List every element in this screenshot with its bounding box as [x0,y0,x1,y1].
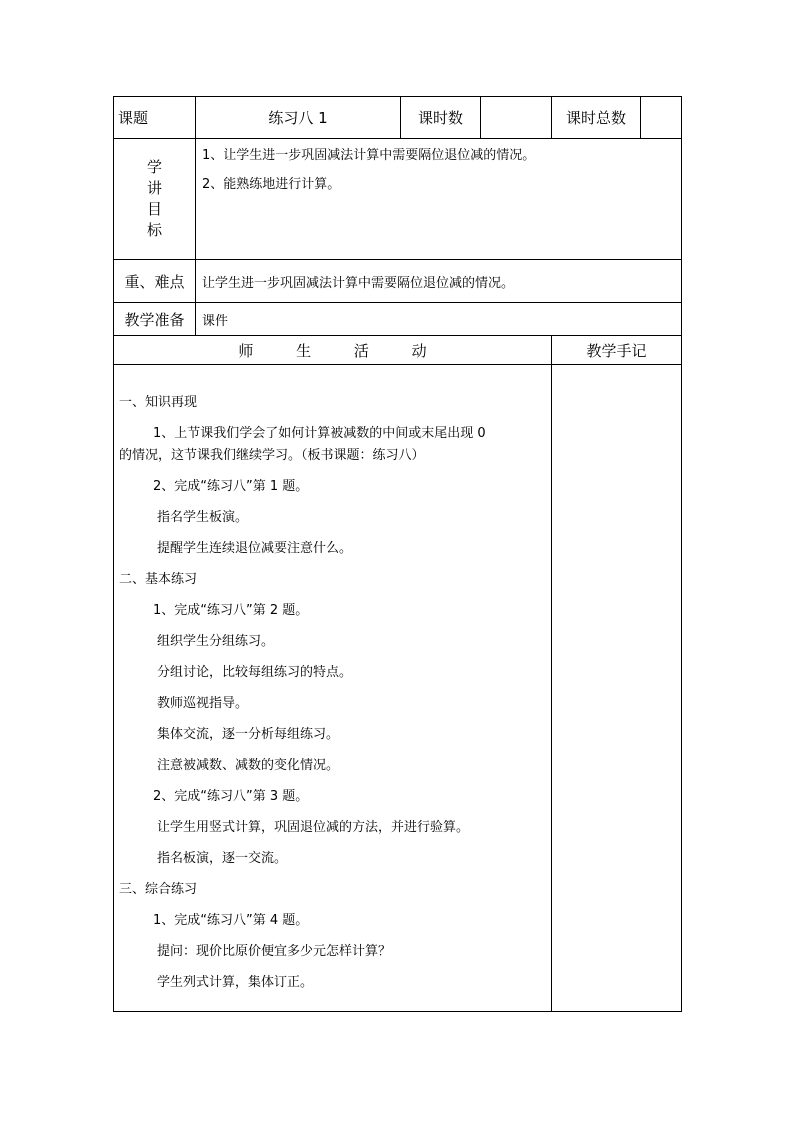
objectives-label-char: 讲 [146,179,162,197]
activity-line: 集体交流，逐一分析每组练习。 [157,727,340,742]
objectives-content [196,139,682,260]
activity-line: 1、上节课我们学会了如何计算被减数的中间或末尾出现 0 [153,426,486,441]
preparation-label: 教学准备 [114,303,196,336]
activity-heading-char: 活 [353,341,369,360]
activity-line: 教师巡视指导。 [157,696,249,711]
activity-content [114,365,552,1012]
activity-line: 1、完成“练习八”第 2 题。 [153,603,309,618]
activity-heading-char: 动 [411,341,427,360]
section-heading: 一、知识再现 [119,395,198,410]
activity-line: 注意被减数、减数的变化情况。 [157,758,340,773]
activity-body-row [114,365,682,1012]
activity-line: 学生列式计算，集体订正。 [157,975,314,990]
activity-line: 组织学生分组练习。 [157,634,275,649]
hours-value [481,97,552,139]
objective-item: 2、能熟练地进行计算。 [202,177,341,192]
activity-line: 指名学生板演。 [157,510,249,525]
header-row [114,97,682,139]
hours-label: 课时数 [401,97,481,139]
activity-line: 1、完成“练习八”第 4 题。 [153,913,309,928]
activity-line: 2、完成“练习八”第 1 题。 [153,479,309,494]
topic-label: 课题 [114,97,196,139]
key-points-label: 重、难点 [114,260,196,303]
activity-line: 的情况，这节课我们继续学习。（板书课题：练习八） [119,448,425,463]
total-hours-label: 课时总数 [552,97,641,139]
section-heading: 二、基本练习 [119,572,198,587]
key-points-text: 让学生进一步巩固减法计算中需要隔位退位减的情况。 [196,260,682,303]
activity-heading [114,336,552,365]
total-hours-value [641,97,682,139]
activity-header-row [114,336,682,365]
objectives-label [114,139,196,260]
activity-heading-char: 生 [296,341,312,360]
topic-value: 练习八 1 [196,97,401,139]
preparation-text: 课件 [196,303,682,336]
lesson-plan-table [113,96,682,1012]
preparation-row [114,303,682,336]
activity-line: 分组讨论，比较每组练习的特点。 [157,665,353,680]
activity-line: 指名板演，逐一交流。 [157,851,288,866]
activity-line: 让学生用竖式计算，巩固退位减的方法，并进行验算。 [157,820,470,835]
objectives-label-char: 目 [146,200,162,218]
objectives-row [114,139,682,260]
notes-heading: 教学手记 [552,336,682,365]
activity-line: 提问：现价比原价便宜多少元怎样计算？ [157,944,392,959]
activity-line: 提醒学生连续退位减要注意什么。 [157,541,353,556]
activity-line: 2、完成“练习八”第 3 题。 [153,789,309,804]
key-points-row [114,260,682,303]
objectives-label-char: 学 [146,158,162,176]
objectives-label-char: 标 [146,221,162,239]
section-heading: 三、综合练习 [119,882,198,897]
notes-content [552,365,682,1012]
objective-item: 1、让学生进一步巩固减法计算中需要隔位退位减的情况。 [202,148,536,163]
activity-heading-char: 师 [238,341,254,360]
